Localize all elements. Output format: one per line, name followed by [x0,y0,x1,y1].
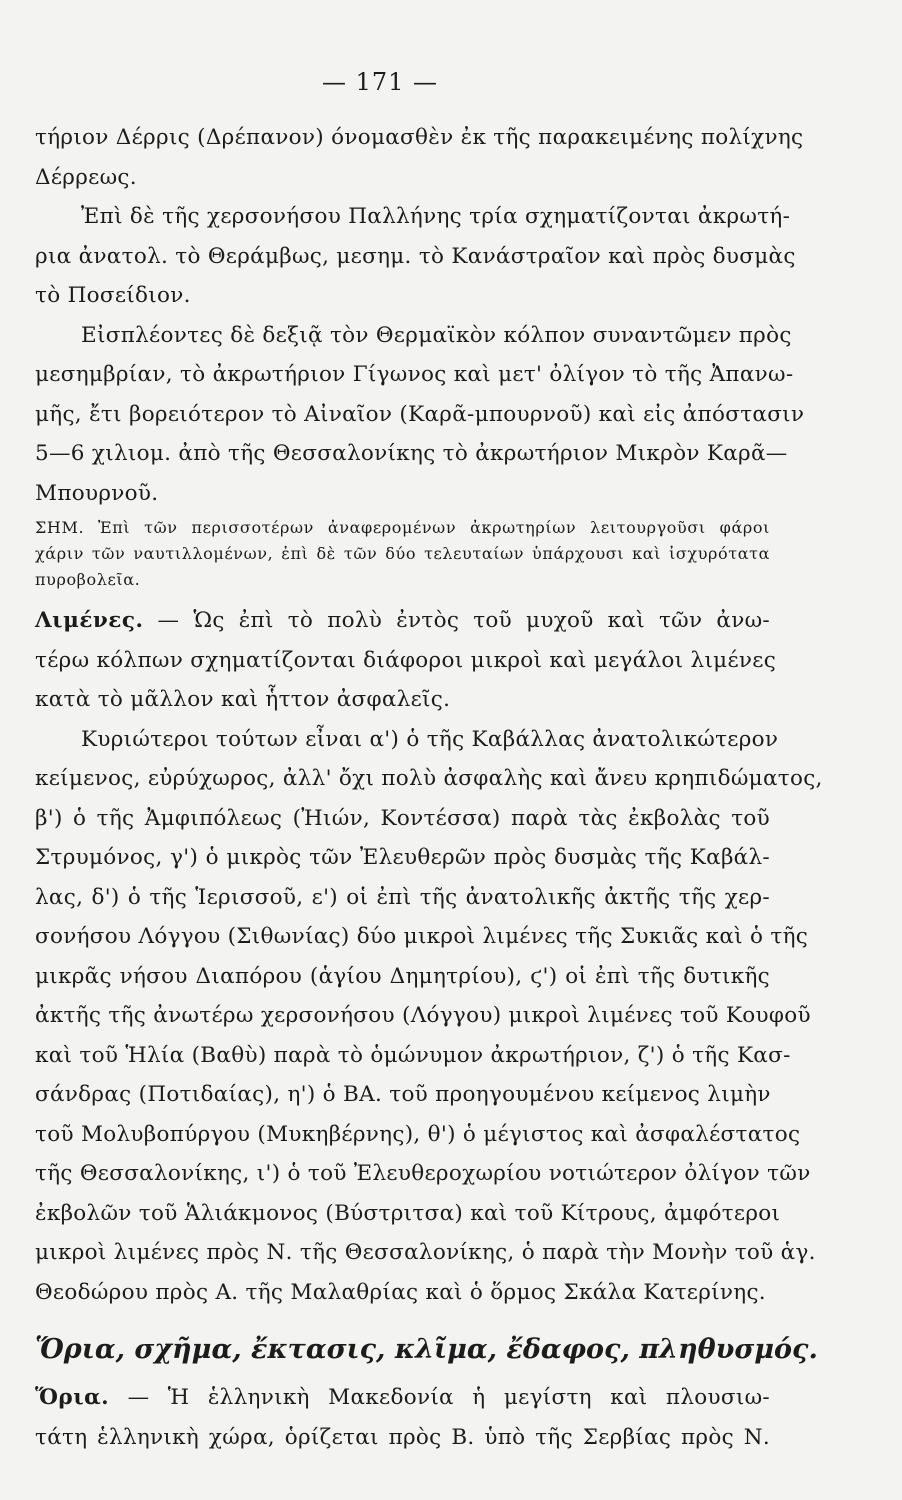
borders-lead: Ὅρια. [35,1385,110,1410]
harbors-line: — Ὡς ἐπὶ τὸ πολὺ ἐντὸς τοῦ μυχοῦ καὶ τῶν ἀνω- [157,608,770,633]
body-line: ρια ἀνατολ. τὸ Θεράμβως, μεσημ. τὸ Κανάστραῖον καὶ πρὸς δυσμὰς [35,243,796,269]
body-line: Ἐπὶ δὲ τῆς χερσονήσου Παλλήνης τρία σχηματίζονται ἀκρωτή- [81,204,791,229]
body-line: μεσημβρίαν, τὸ ἀκρωτήριον Γίγωνος καὶ μετ' ὀλίγον τὸ τῆς Ἀπανω- [35,362,794,387]
body-line: τῆς Θεσσαλονίκης, ι') ὁ τοῦ Ἐλευθεροχωρίου νοτιώτερον ὀλίγον τῶν [35,1161,811,1186]
body-line: καὶ τοῦ Ἡλία (Βαθὺ) παρὰ τὸ ὁμώνυμον ἀκρωτήριον, ζ') ὁ τῆς Κασ- [35,1042,791,1068]
body-line: τήριον Δέρρις (Δρέπανον) όνομασθὲν ἐκ τῆς παρακειμένης πολίχνης [35,125,804,150]
body-line: μικροὶ λιμένες πρὸς Ν. τῆς Θεσσαλονίκης, ὁ παρὰ τὴν Μονὴν τοῦ ἁγ. [35,1240,816,1265]
body-line: τὸ Ποσείδιον. [35,283,191,308]
body-line: τοῦ Μολυβοπύργου (Μυκηβέρνης), θ') ὁ μέγιστος καὶ ἀσφαλέστατος [35,1121,801,1147]
harbors-lead: Λιμένες. [35,608,144,633]
footnote-line: πυροβολεῖα. [35,570,141,589]
body-line: τάτη ἑλληνικὴ χώρα, ὁρίζεται πρὸς Β. ὑπὸ τῆς Σερβίας πρὸς Ν. [35,1424,770,1450]
borders-line: — Ἡ ἑλληνικὴ Μακεδονία ἡ μεγίστη καὶ πλουσιω- [127,1385,770,1410]
body-line: β') ὁ τῆς Ἀμφιπόλεως (Ἠιών, Κοντέσσα) παρὰ τὰς ἐκβολὰς τοῦ [35,805,770,831]
page-number: — 171 — [321,68,439,96]
footnote-line: ΣΗΜ. Ἐπὶ τῶν περισσοτέρων ἀναφερομένων ἀκρωτηρίων λειτουργοῦσι φάροι [35,518,770,537]
body-line: λας, δ') ὁ τῆς Ἱερισσοῦ, ε') οἱ ἐπὶ τῆς ἀνατολικῆς ἀκτῆς τῆς χερ- [35,884,770,910]
body-line: ἐκβολῶν τοῦ Ἁλιάκμονος (Βύστριτσα) καὶ τοῦ Κίτρους, ἀμφότεροι [35,1200,781,1226]
body-line: Θεοδώρου πρὸς Α. τῆς Μαλαθρίας καὶ ὁ ὅρμος Σκάλα Κατερίνης. [35,1279,766,1305]
spacer [35,593,770,601]
body-line: Εἰσπλέοντες δὲ δεξιᾷ τὸν Θερμαϊκὸν κόλπον συναντῶμεν πρὸς [81,322,792,348]
borders-first-line [35,1378,770,1418]
body-line: σονήσου Λόγγου (Σιθωνίας) δύο μικροὶ λιμένες τῆς Συκιᾶς καὶ ὁ τῆς [35,924,809,949]
body-line: μῆς, ἔτι βορειότερον τὸ Αἰναῖον (Καρᾶ-μπουρνοῦ) καὶ εἰς ἀπόστασιν [35,401,805,427]
body-line: τέρω κόλπων σχηματίζονται διάφοροι μικροὶ καὶ μεγάλοι λιμένες [35,647,777,673]
footnote-line: χάριν τῶν ναυτιλλομένων, ἐπὶ δὲ τῶν δύο τελευταίων ὑπάρχουσι καὶ ἰσχυρότατα [35,544,770,563]
body-line: Μπουρνοῦ. [35,480,159,506]
body-line: Κυριώτεροι τούτων εἶναι α') ὁ τῆς Καβάλλας ἀνατολικώτερον [81,726,779,752]
body-line: μικρᾶς νήσου Διαπόρου (ἁγίου Δημητρίου), ϛ') οἱ ἐπὶ τῆς δυτικῆς [35,963,770,989]
body-line: ἀκτῆς τῆς ἀνωτέρω χερσονήσου (Λόγγου) μικροὶ λιμένες τοῦ Κουφοῦ [35,1003,811,1028]
page-body [35,118,823,1457]
body-line: Στρυμόνος, γ') ὁ μικρὸς τῶν Ἐλευθερῶν πρὸς δυσμὰς τῆς Καβάλ- [35,845,770,870]
section-heading: Ὅρια, σχῆμα, ἔκτασις, κλῖμα, ἔδαφος, πληθυσμός. [35,1334,818,1365]
body-line: 5—6 χιλιομ. ἀπὸ τῆς Θεσσαλονίκης τὸ ἀκρωτήριον Μικρὸν Καρᾶ— [35,441,788,466]
body-line: Δέρρεως. [35,164,137,190]
body-line: κατὰ τὸ μᾶλλον καὶ ἧττον ἀσφαλεῖς. [35,687,451,712]
harbors-first-line [35,601,770,641]
body-line: σάνδρας (Ποτιδαίας), η') ὁ ΒΑ. τοῦ προηγουμένου κείμενος λιμὴν [35,1082,771,1107]
body-line: κείμενος, εὐρύχωρος, ἀλλ' ὄχι πολὺ ἀσφαλὴς καὶ ἄνευ κρηπιδώματος, [35,766,823,791]
